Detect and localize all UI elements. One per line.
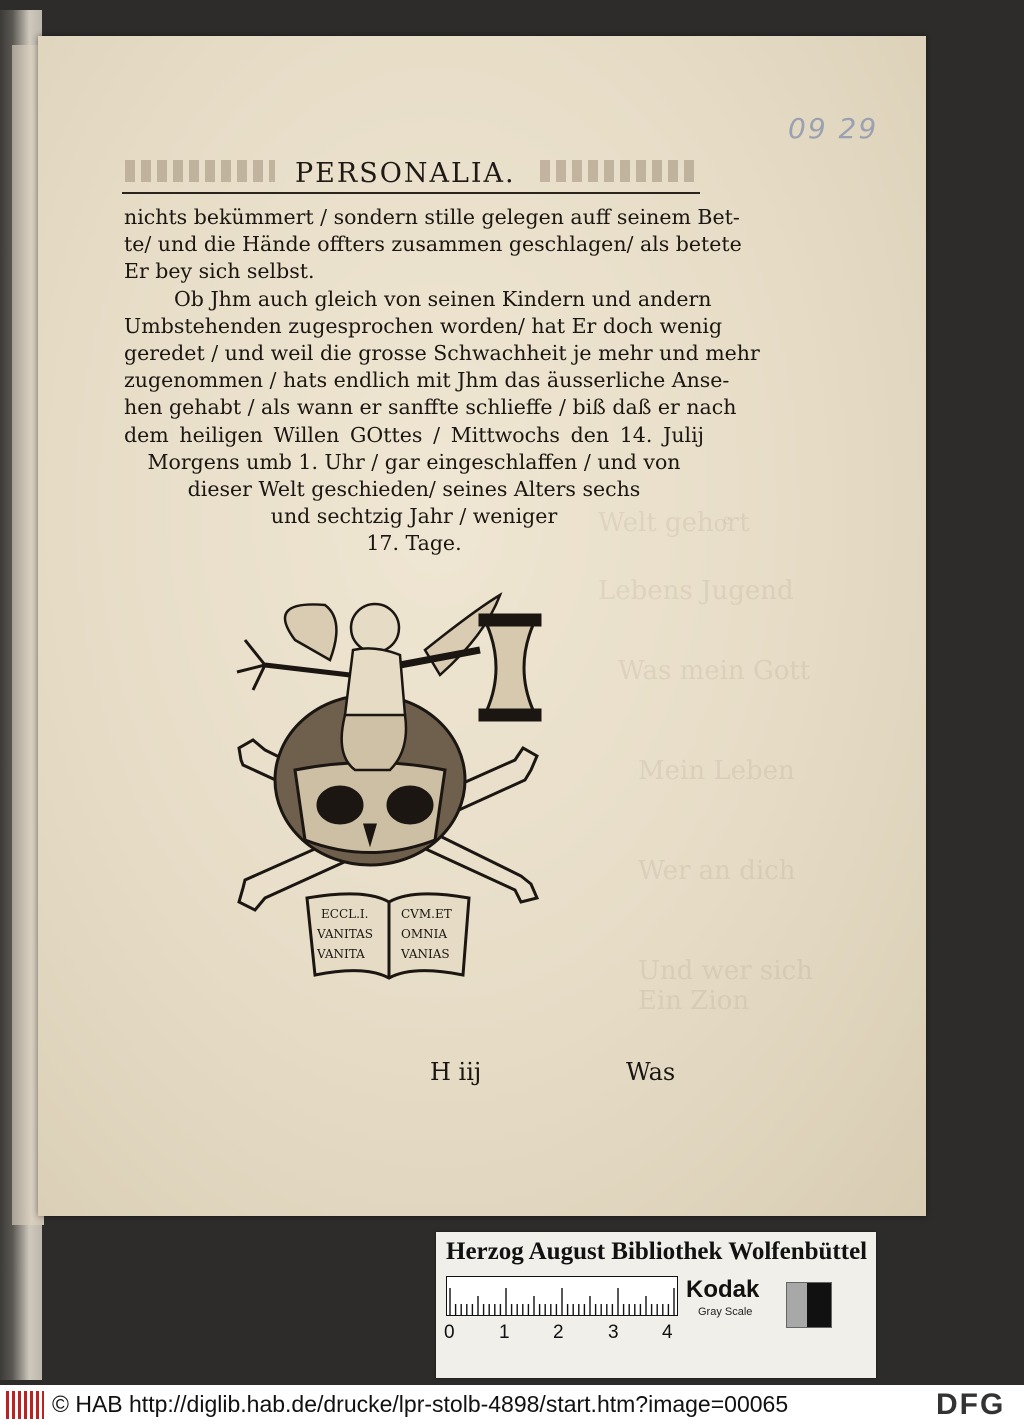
- woodcut-vanitas-illustration: [225, 580, 555, 980]
- text-line: Ob Jhm auch gleich von seinen Kindern und andern: [174, 286, 712, 311]
- text-line: hen gehabt / als wann er sanffte schlieffe / biß daß er nach: [124, 395, 737, 420]
- text-line: dem heiligen Willen GOttes / Mittwochs den 14. Julij: [124, 422, 704, 447]
- kodak-subtitle: Gray Scale: [698, 1306, 753, 1318]
- ruler-number: 0: [444, 1322, 455, 1343]
- ruler-number: 3: [608, 1322, 619, 1343]
- ruler-number: 4: [662, 1322, 673, 1343]
- dfg-logo: DFG: [936, 1388, 1006, 1421]
- library-logo-icon: [6, 1391, 44, 1419]
- gray-scale-patch: [786, 1282, 832, 1328]
- hourglass-icon: [480, 615, 540, 720]
- book-text: ECCL.I.: [321, 907, 369, 921]
- book-text: VANITA: [317, 947, 365, 961]
- signature-mark: H iij: [430, 1058, 482, 1086]
- scale-ruler: [446, 1276, 678, 1316]
- library-name: Herzog August Bibliothek Wolfenbüttel: [446, 1238, 868, 1265]
- header-rule: [122, 192, 700, 194]
- header-ornament-right: [540, 160, 698, 182]
- text-line: te/ und die Hände offters zusammen geschlagen/ als betete: [124, 232, 742, 257]
- body-text: [124, 204, 760, 558]
- catchword: Was: [626, 1058, 676, 1086]
- ruler-number: 2: [553, 1322, 564, 1343]
- text-line: Er bey sich selbst.: [124, 259, 315, 284]
- book-text: OMNIA: [401, 927, 448, 941]
- book-text: VANITAS: [317, 927, 373, 941]
- copyright-link[interactable]: © HAB http://diglib.hab.de/drucke/lpr-stolb-4898/start.htm?image=00065: [52, 1391, 789, 1417]
- running-header: PERSONALIA.: [295, 158, 516, 189]
- text-line: Umbstehenden zugesprochen worden/ hat Er doch wenig: [124, 313, 723, 338]
- book-text: VANIAS: [401, 947, 450, 961]
- ruler-number: 1: [499, 1322, 510, 1343]
- text-line: zugenommen / hats endlich mit Jhm das äusserliche Anse-: [124, 368, 730, 393]
- text-line: und sechtzig Jahr / weniger: [270, 504, 558, 529]
- header-ornament-left: [125, 160, 275, 182]
- document-page: Welt gehoͤrt Lebens Jugend Was mein Gott Mein Leben Wer an dich Und wer sich Ein Zion: [38, 36, 926, 1216]
- text-line: geredet / und weil die grosse Schwachheit je mehr und mehr: [124, 341, 760, 366]
- kodak-logo: Kodak: [686, 1276, 760, 1303]
- book-text: CVM.ET: [401, 907, 452, 921]
- cherub: [237, 595, 500, 770]
- text-line: nichts bekümmert / sondern stille gelegen auff seinem Bet-: [124, 205, 740, 229]
- color-target-card: [436, 1232, 876, 1378]
- text-line: dieser Welt geschieden/ seines Alters sechs: [187, 477, 641, 502]
- footer-bar: [0, 1385, 1024, 1425]
- text-line: Morgens umb 1. Uhr / gar eingeschlaffen / und von: [147, 449, 681, 474]
- handwritten-page-note: 09 29: [788, 112, 879, 145]
- text-line: 17. Tage.: [366, 531, 462, 556]
